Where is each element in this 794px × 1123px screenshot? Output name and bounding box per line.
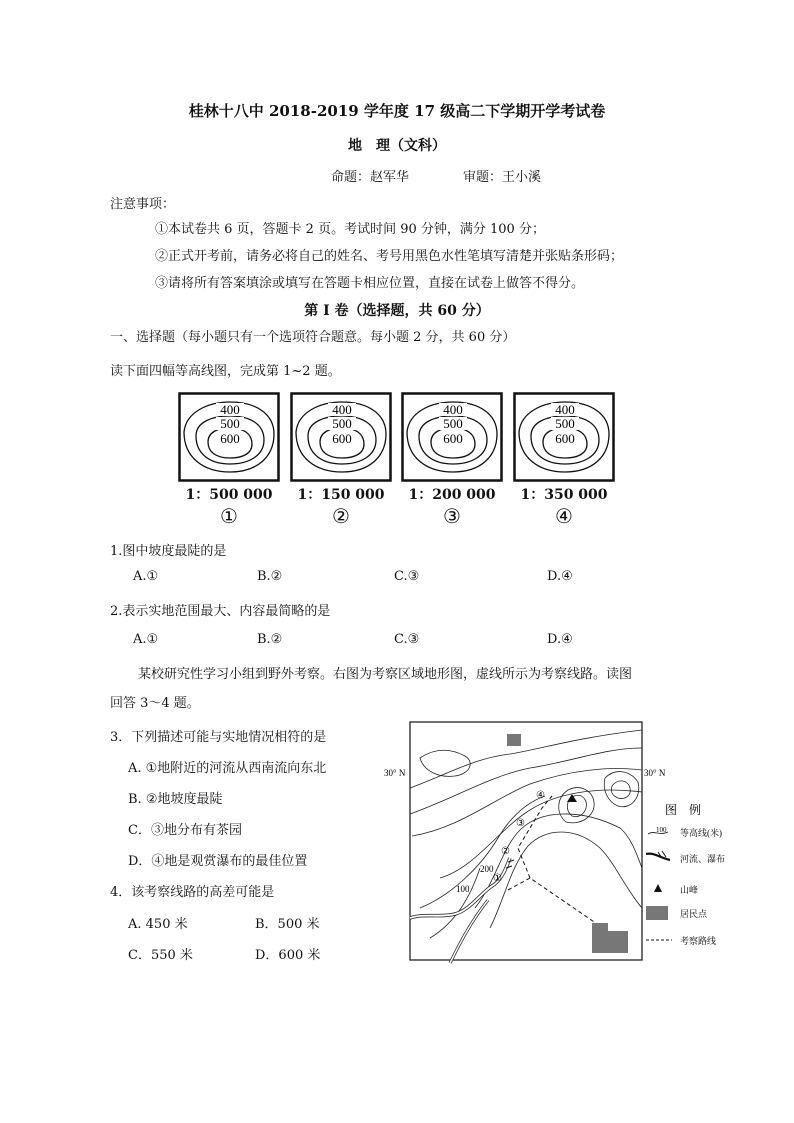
legend-river: 河流、瀑布 [680,854,726,864]
contour-map-3 [401,392,503,528]
map-scale: 1：350 000 [520,487,608,503]
contour-label: 400 [220,402,240,417]
map-scale: 1：500 000 [185,487,273,503]
q1-option-b: B.② [257,569,283,584]
legend-contour-value: 100 [656,826,667,834]
q3-stem: 3．下列描述可能与实地情况相符的是 [110,730,327,745]
q4-option-b: B．500 米 [255,917,320,932]
note-item: ②正式开考前，请务必将自己的姓名、考号用黑色水性笔填写清楚并张贴条形码； [155,249,624,264]
settlement-bottom [592,923,628,953]
q2-stem: 2.表示实地范围最大、内容最简略的是 [110,604,331,619]
contour-label: 500 [332,416,352,431]
q1-option-c: C.③ [394,569,420,584]
legend-peak-icon [654,884,662,892]
point-2: ② [501,846,510,857]
map-scale: 1：200 000 [408,487,496,503]
q4-stem: 4．该考察线路的高差可能是 [110,885,275,900]
contour-label: 400 [332,402,352,417]
map-number: ② [332,504,350,528]
contour-label: 600 [555,431,575,446]
contour-label: 500 [555,416,575,431]
q4-option-c: C．550 米 [128,948,193,963]
group2-intro-line2: 回答 3～4 题。 [110,696,200,711]
q1-option-d: D.④ [547,569,573,584]
legend-route: 考察路线 [680,936,717,946]
contour-label: 500 [443,416,463,431]
contour-label-100: 100 [456,884,470,894]
map-number: ① [220,504,238,528]
q2-option-c: C.③ [394,632,420,647]
note-item: ③请将所有答案填涂或填写在答题卡相应位置，直接在试卷上做答不得分。 [155,276,585,291]
q3-option-d: D．④地是观赏瀑布的最佳位置 [128,854,308,869]
group2-intro-line1: 某校研究性学习小组到野外考察。右图为考察区域地形图，虚线所示为考察线路。读图 [138,667,633,682]
exam-title: 桂林十八中 2018-2019 学年度 17 级高二下学期开学考试卷 [188,102,606,120]
settlement-top [507,734,521,746]
legend-peak: 山峰 [680,885,699,895]
contour-map-1 [178,392,280,528]
contour-label: 400 [443,402,463,417]
contour-map-2 [290,392,392,528]
map-number: ③ [443,504,461,528]
q4-option-a: A. 450 米 [128,917,188,932]
subject-title: 地 理（文科） [348,138,446,154]
contour-label-200: 200 [480,864,494,874]
contour-label: 600 [220,431,240,446]
contour-label: 600 [443,431,463,446]
point-4: ④ [536,790,545,801]
point-3: ③ [516,818,525,829]
legend-title: 图 例 [665,803,702,817]
q1-option-a: A.① [133,569,159,584]
contour-map-4 [513,392,615,528]
lat-label-right: 30° N [644,768,666,778]
point-1: ① [493,873,502,884]
topographic-map [380,718,730,966]
q2-option-d: D.④ [547,632,573,647]
q2-option-a: A.① [133,632,159,647]
note-item: ①本试卷共 6 页，答题卡 2 页。考试时间 90 分钟，满分 100 分； [155,222,545,237]
group1-intro: 读下面四幅等高线图，完成第 1~2 题。 [110,364,341,379]
q3-option-b: B. ②地坡度最陡 [128,792,223,807]
reviewer-label: 审题：王小溪 [463,170,542,185]
contour-label: 600 [332,431,352,446]
q1-stem: 1.图中坡度最陡的是 [110,544,227,559]
contour-label: 500 [220,416,240,431]
contour-label: 400 [555,402,575,417]
notes-heading: 注意事项： [110,197,176,212]
map-number: ④ [555,504,573,528]
lat-label-left: 30° N [384,768,406,778]
author-label: 命题：赵军华 [331,170,410,185]
map-scale: 1：150 000 [297,487,385,503]
section-heading: 第 I 卷（选择题，共 60 分） [304,303,490,319]
legend-settlement-icon [646,906,668,920]
q2-option-b: B.② [257,632,283,647]
legend-settlement: 居民点 [680,909,708,919]
river-icon [646,854,670,860]
legend-contour: 等高线(米) [680,828,722,838]
q4-option-d: D．600 米 [255,948,321,963]
q3-option-c: C．③地分布有茶园 [128,823,242,838]
section-instruction: 一、选择题（每小题只有一个选项符合题意。每小题 2 分，共 60 分） [110,330,516,345]
q3-option-a: A. ①地附近的河流从西南流向东北 [128,761,327,776]
